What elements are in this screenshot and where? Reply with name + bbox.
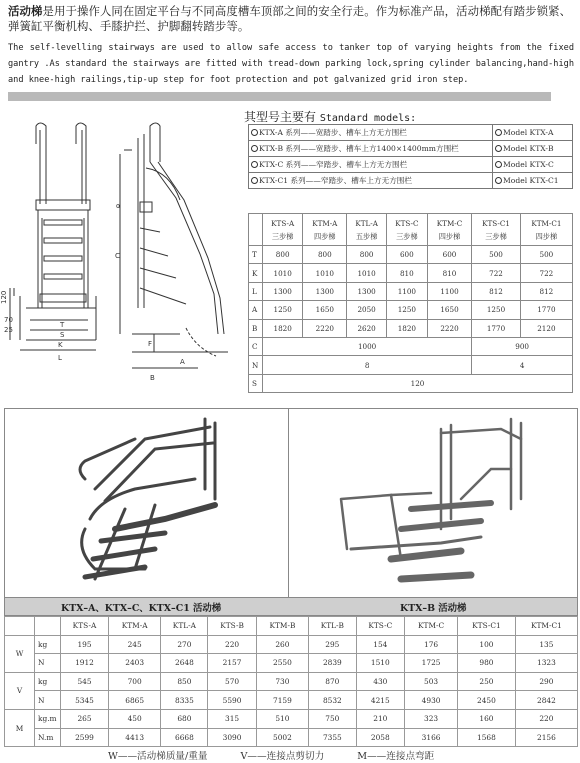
bullet-icon	[495, 161, 502, 168]
spec-header: KTS-C1 三步梯	[472, 214, 521, 246]
dim-a: A	[180, 358, 185, 366]
dim-t: T	[60, 321, 65, 329]
models-title-cn: 其型号主要有	[244, 110, 317, 124]
models-row	[249, 141, 573, 157]
models-row	[249, 173, 573, 189]
weights-header-row: KTS-A KTM-A KTL-A KTS-B KTM-B KTL-B KTS-C KTM-C KTS-C1 KTM-C1	[5, 617, 578, 636]
dim-alpha: α	[116, 202, 121, 210]
intro-en: The self-levelling stairways are used to allow safe access to tanker top of varying heights from the fixed gantry .As standard the stairways are fitted with tread-down parking lock,spring cylinder balancing,hand-high and knee-high railings,tip-up step for foot protection and pot galvanized grid iron step.	[8, 43, 574, 85]
photo-caption-bar	[4, 598, 578, 616]
legend	[108, 748, 464, 762]
photo-divider	[288, 408, 289, 598]
weights-row: V kg 545 700 850 570 730 870 430 503 250 290	[5, 672, 578, 691]
weights-row: N 1912 2403 2648 2157 2550 2839 1510 1725 980 1323	[5, 654, 578, 673]
spec-header: KTM-C 四步梯	[427, 214, 471, 246]
spec-row: A 1250 1650 2050 1250 1650 1250 1770	[249, 301, 573, 319]
caption-ktx-b: KTX–B 活动梯	[400, 603, 467, 614]
spec-row-c: C 1000 900	[249, 337, 573, 355]
dim-70: 70	[4, 316, 13, 324]
model-desc: KTX-C1 系列——窄踏步、槽车上方无方围栏	[259, 176, 412, 185]
bullet-icon	[251, 177, 258, 184]
bullet-icon	[495, 129, 502, 136]
weights-table	[4, 616, 578, 747]
models-title	[244, 108, 416, 125]
intro-text-cn: 是用于操作人同在固定平台与不同高度槽车顶部之间的安全行走。作为标准产品，活动梯配有踏步锁紧、弹簧缸平衡机构、手膝护拦、护脚翻转踏步等。	[8, 4, 572, 33]
weights-row: N 5345 6865 8335 5590 7159 8532 4215 4930 2450 2842	[5, 691, 578, 710]
models-row	[249, 125, 573, 141]
divider-bar	[8, 92, 551, 101]
spec-header-row	[249, 214, 573, 246]
models-title-en: Standard models:	[319, 113, 417, 124]
dim-l: L	[58, 354, 62, 362]
model-desc: KTX-A 系列——宽踏步、槽车上方无方围栏	[259, 128, 407, 137]
model-name: Model KTX-A	[503, 128, 554, 137]
photo-ktx-a	[5, 409, 287, 597]
bullet-icon	[251, 145, 258, 152]
caption-ktx-a: KTX–A、KTX–C、KTX–C1 活动梯	[61, 603, 222, 614]
bullet-icon	[495, 145, 502, 152]
legend-m: M——连接点弯距	[357, 751, 435, 762]
spec-header: KTL-A 五步梯	[347, 214, 387, 246]
intro-cn	[8, 4, 574, 34]
dim-25: 25	[4, 326, 13, 334]
model-name: Model KTX-C1	[503, 176, 559, 185]
dim-b: B	[150, 374, 155, 382]
spec-header: KTM-A 四步梯	[303, 214, 347, 246]
bullet-icon	[251, 129, 258, 136]
bullet-icon	[251, 161, 258, 168]
spec-row: L 1300 1300 1300 1100 1100 812 812	[249, 282, 573, 300]
spec-header: KTS-C 三步梯	[386, 214, 427, 246]
spec-header: KTS-A 三步梯	[263, 214, 303, 246]
intro-title: 活动梯	[8, 4, 43, 18]
weights-row: N.m 2599 4413 6668 3090 5002 7355 2058 3166 1568 2156	[5, 728, 578, 747]
models-table	[248, 124, 573, 189]
model-name: Model KTX-C	[503, 160, 554, 169]
weights-row: W kg 195 245 270 220 260 295 154 176 100 135	[5, 635, 578, 654]
dim-120: 120	[0, 290, 8, 304]
legend-w: W——活动梯质量/重量	[108, 751, 208, 762]
photos-panel	[4, 408, 578, 598]
models-row	[249, 157, 573, 173]
spec-row: T 800 800 800 600 600 500 500	[249, 246, 573, 264]
weights-row: M kg.m 265 450 680 315 510 750 210 323 160 220	[5, 709, 578, 728]
dim-s: S	[60, 331, 65, 339]
legend-v: V——连接点剪切力	[240, 751, 325, 762]
dim-c: C	[115, 252, 120, 260]
spec-table	[248, 213, 573, 393]
stairway-drawing	[0, 108, 238, 400]
photo-ktx-b	[291, 409, 575, 597]
spec-row: K 1010 1010 1010 810 810 722 722	[249, 264, 573, 282]
model-desc: KTX-C 系列——窄踏步、槽车上方无方围栏	[259, 160, 408, 169]
spec-row: B 1820 2220 2620 1820 2220 1770 2120	[249, 319, 573, 337]
dim-k: K	[58, 341, 63, 349]
spec-row-s: S 120	[249, 374, 573, 392]
spec-row-n: N 8 4	[249, 356, 573, 374]
model-name: Model KTX-B	[503, 144, 554, 153]
model-desc: KTX-B 系列——宽踏步、槽车上方1400×1400mm方围栏	[259, 144, 459, 153]
dim-f: F	[148, 340, 153, 348]
spec-header: KTM-C1 四步梯	[520, 214, 572, 246]
bullet-icon	[495, 177, 502, 184]
